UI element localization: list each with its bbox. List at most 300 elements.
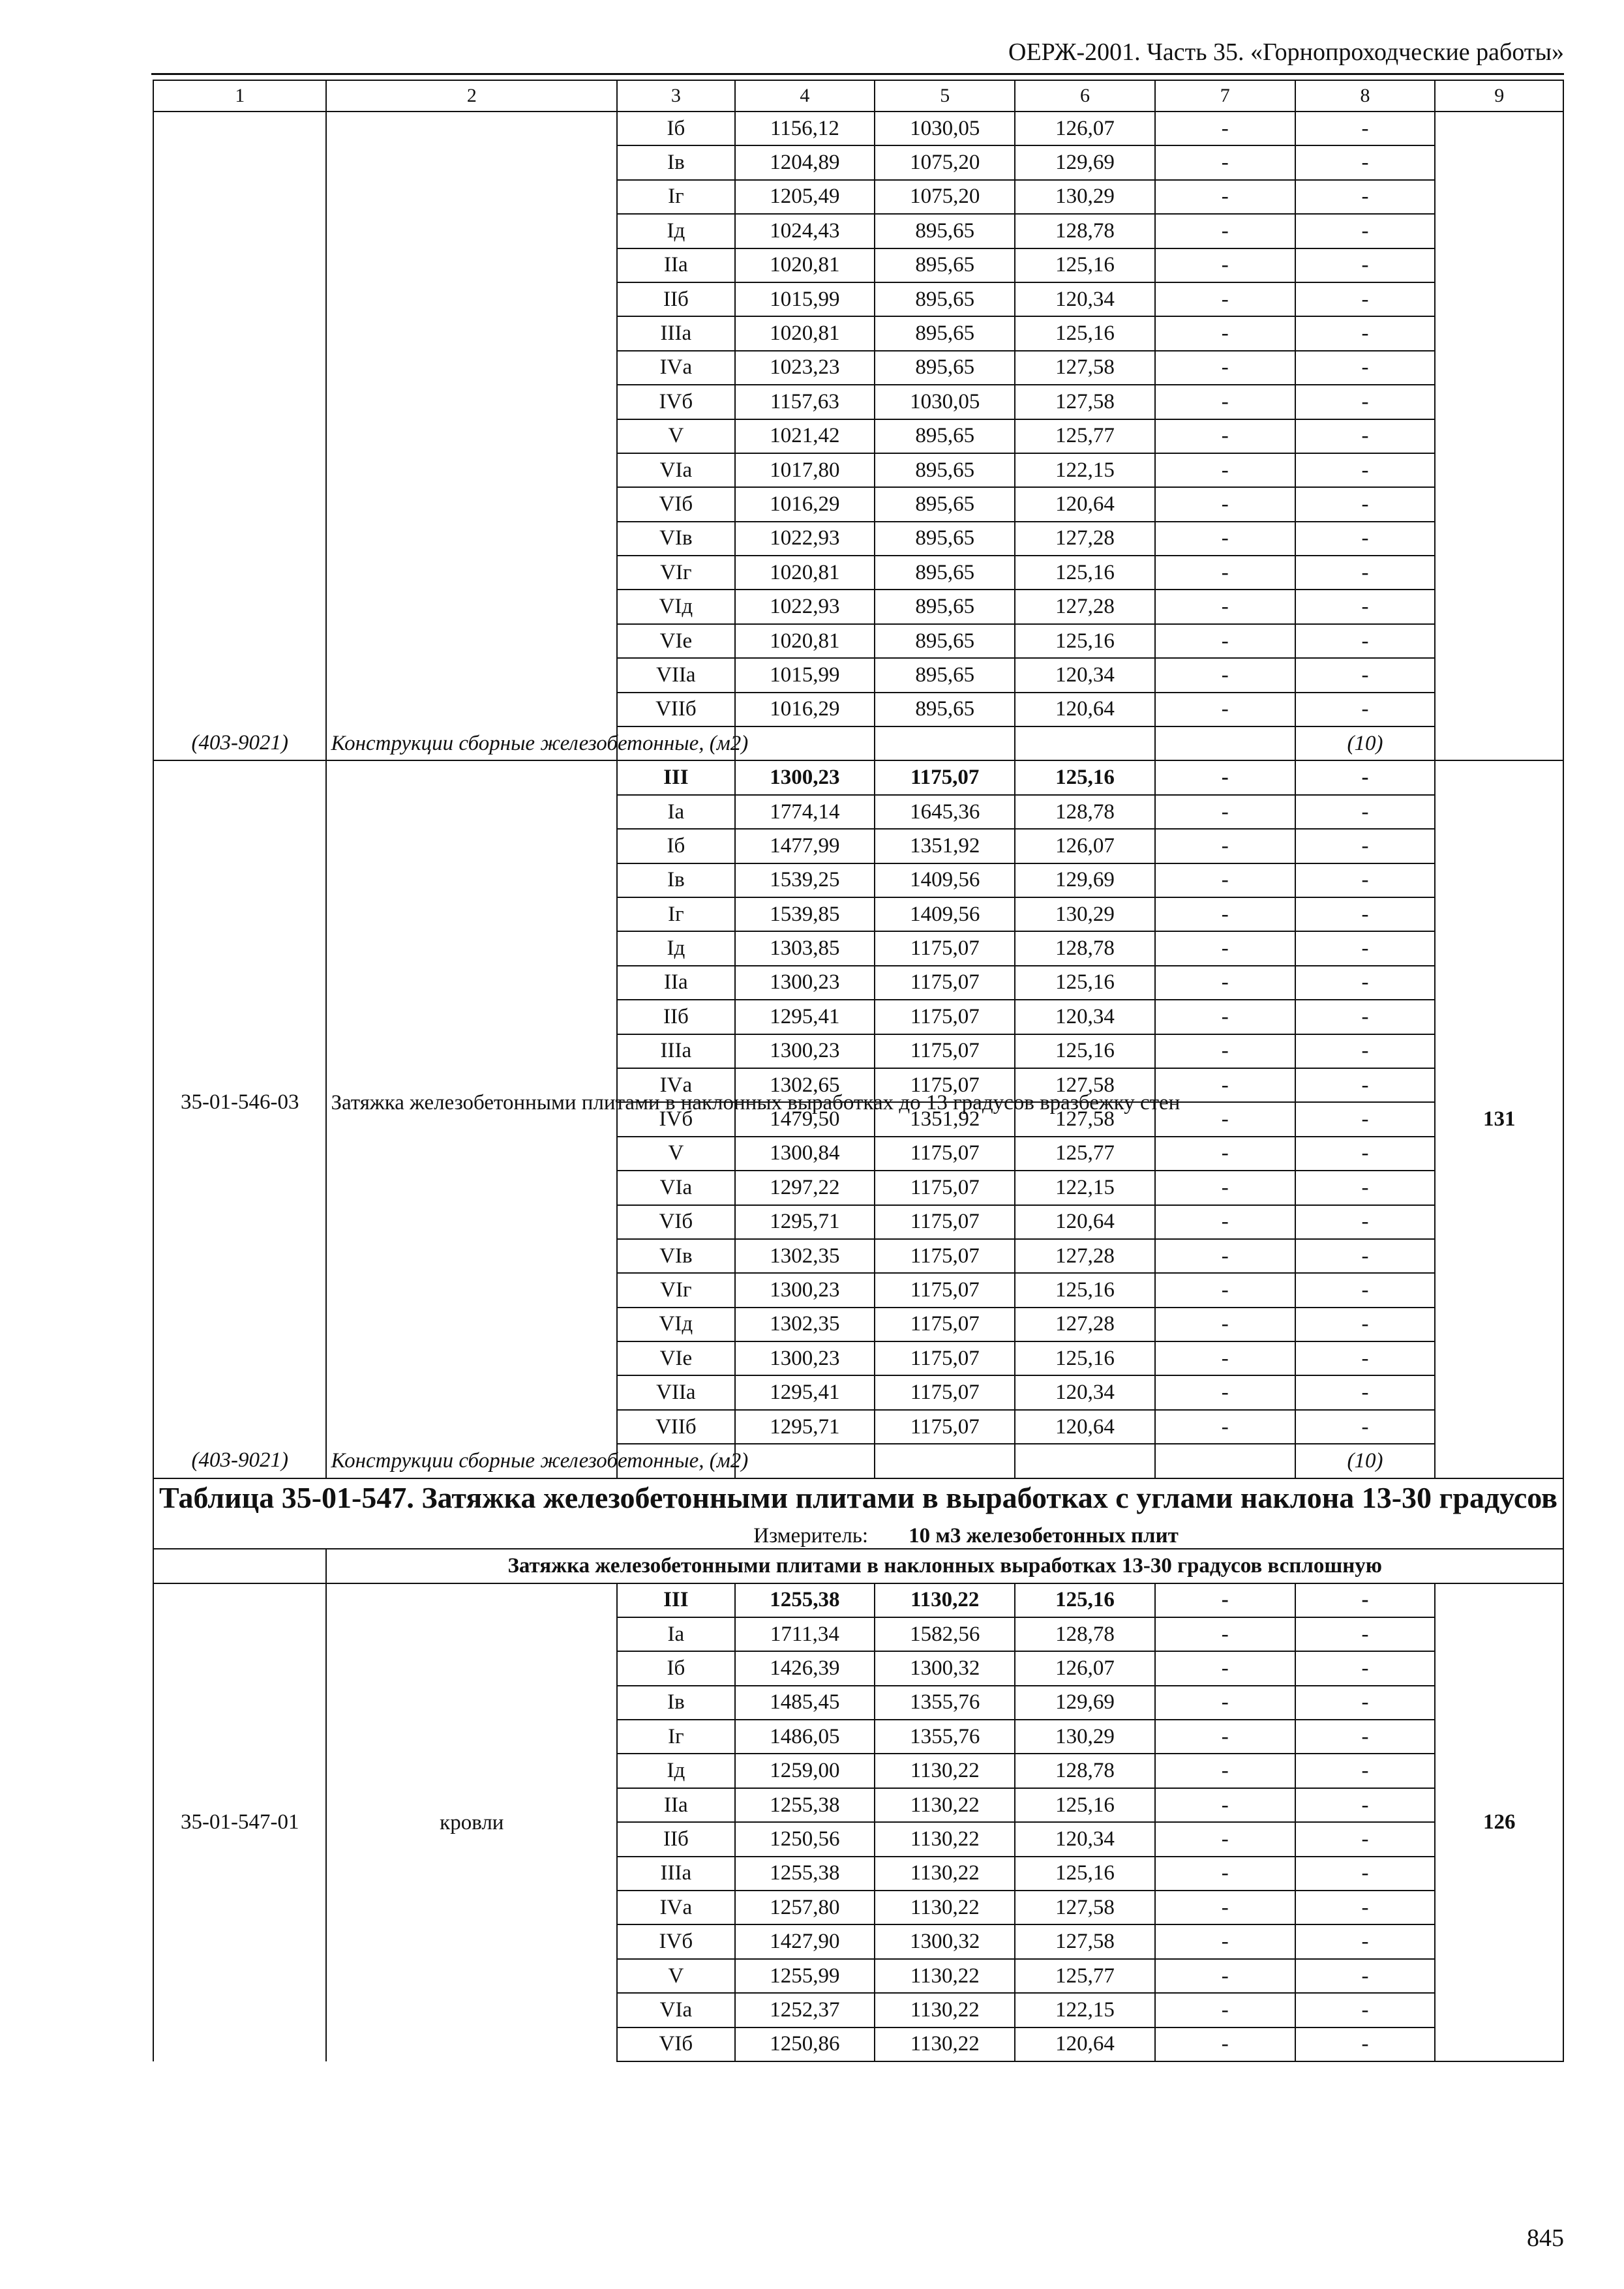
total-cost-cell: 1250,86	[735, 2027, 875, 2061]
price-zone-cell: IIб	[617, 282, 734, 316]
total-cost-cell: 1252,37	[735, 1993, 875, 2027]
driver-wages-cell: -	[1155, 1034, 1295, 1068]
wages-cell: 1351,92	[875, 1102, 1015, 1136]
machines-cell: 125,16	[1015, 1273, 1155, 1307]
driver-wages-cell: -	[1155, 487, 1295, 521]
wages-cell: 1175,07	[875, 1239, 1015, 1273]
price-zone-cell: III	[617, 760, 734, 794]
price-zone-cell: V	[617, 419, 734, 453]
total-cost-cell: 1300,23	[735, 966, 875, 1000]
price-zone-cell: VIв	[617, 522, 734, 556]
price-zone-cell: IIб	[617, 1000, 734, 1034]
machines-cell: 128,78	[1015, 1754, 1155, 1788]
materials-cell: -	[1295, 1891, 1436, 1924]
wages-cell: 1582,56	[875, 1617, 1015, 1651]
col-number: 1	[153, 80, 326, 112]
price-zone-cell: Iб	[617, 829, 734, 863]
wages-cell: 895,65	[875, 658, 1015, 692]
wages-cell: 1355,76	[875, 1686, 1015, 1720]
total-cost-cell: 1017,80	[735, 453, 875, 487]
machines-cell: 120,64	[1015, 1410, 1155, 1444]
total-cost-cell: 1295,41	[735, 1000, 875, 1034]
labor-cell: 126	[1435, 1583, 1563, 2061]
materials-cell: -	[1295, 453, 1436, 487]
price-zone-cell: VIв	[617, 1239, 734, 1273]
driver-wages-cell: -	[1155, 760, 1295, 794]
wages-cell: 895,65	[875, 351, 1015, 385]
materials-cell: -	[1295, 1000, 1436, 1034]
machines-cell: 122,15	[1015, 453, 1155, 487]
materials-cell: -	[1295, 1583, 1436, 1617]
materials-cell: -	[1295, 1068, 1436, 1102]
machines-cell: 127,28	[1015, 590, 1155, 623]
materials-cell: -	[1295, 1102, 1436, 1136]
price-zone-cell: Iв	[617, 863, 734, 897]
total-cost-cell: 1024,43	[735, 214, 875, 248]
price-zone-cell: Iв	[617, 1686, 734, 1720]
machines-cell: 120,34	[1015, 282, 1155, 316]
wages-cell: 1175,07	[875, 1273, 1015, 1307]
machines-cell: 127,28	[1015, 1308, 1155, 1341]
total-cost-cell: 1774,14	[735, 795, 875, 829]
price-zone-cell: IIIа	[617, 1857, 734, 1891]
machines-cell: 126,07	[1015, 1651, 1155, 1685]
total-cost-cell: 1020,81	[735, 248, 875, 282]
total-cost-cell: 1020,81	[735, 556, 875, 590]
wages-cell: 1175,07	[875, 1308, 1015, 1341]
total-cost-cell: 1015,99	[735, 658, 875, 692]
machines-cell: 125,16	[1015, 624, 1155, 658]
price-zone-cell: V	[617, 1959, 734, 1993]
empty-cell	[735, 726, 875, 760]
total-cost-cell: 1021,42	[735, 419, 875, 453]
price-zone-cell: IVа	[617, 1891, 734, 1924]
price-zone-cell: Iд	[617, 214, 734, 248]
total-cost-cell: 1255,99	[735, 1959, 875, 1993]
wages-cell: 1175,07	[875, 1410, 1015, 1444]
price-zone-cell: IVб	[617, 1102, 734, 1136]
price-zone-cell: IVб	[617, 1924, 734, 1958]
price-zone-cell: Iб	[617, 1651, 734, 1685]
machines-cell: 125,77	[1015, 419, 1155, 453]
price-zone-cell: VIд	[617, 590, 734, 623]
total-cost-cell: 1302,35	[735, 1308, 875, 1341]
total-cost-cell: 1539,85	[735, 897, 875, 931]
wages-cell: 1030,05	[875, 385, 1015, 419]
materials-cell: -	[1295, 1924, 1436, 1958]
driver-wages-cell: -	[1155, 1788, 1295, 1822]
table-row	[153, 1583, 1563, 1617]
price-zone-cell: VIг	[617, 1273, 734, 1307]
driver-wages-cell: -	[1155, 590, 1295, 623]
driver-wages-cell: -	[1155, 282, 1295, 316]
total-cost-cell: 1257,80	[735, 1891, 875, 1924]
total-cost-cell: 1300,84	[735, 1137, 875, 1171]
wages-cell: 1130,22	[875, 1993, 1015, 2027]
wages-cell: 1355,76	[875, 1720, 1015, 1754]
total-cost-cell: 1255,38	[735, 1788, 875, 1822]
wages-cell: 1175,07	[875, 1171, 1015, 1204]
price-zone-cell: VIIа	[617, 658, 734, 692]
materials-cell: -	[1295, 419, 1436, 453]
rate-code: 35-01-547-01	[153, 1583, 326, 2061]
materials-cell: -	[1295, 1686, 1436, 1720]
meter-label: Измеритель:	[753, 1524, 869, 1548]
wages-cell: 895,65	[875, 556, 1015, 590]
driver-wages-cell: -	[1155, 453, 1295, 487]
machines-cell: 125,16	[1015, 1583, 1155, 1617]
total-cost-cell: 1302,65	[735, 1068, 875, 1102]
materials-cell: -	[1295, 112, 1436, 145]
materials-cell: -	[1295, 693, 1436, 726]
wages-cell: 1175,07	[875, 1205, 1015, 1239]
empty-cell	[875, 1444, 1015, 1478]
material-name: Конструкции сборные железобетонные, (м2)	[326, 726, 617, 760]
materials-cell: -	[1295, 1375, 1436, 1409]
wages-cell: 1175,07	[875, 1375, 1015, 1409]
price-zone-cell: Iа	[617, 795, 734, 829]
wages-cell: 1175,07	[875, 966, 1015, 1000]
rate-name: кровли	[326, 1583, 617, 2061]
machines-cell: 129,69	[1015, 145, 1155, 179]
material-qty: (10)	[1295, 1444, 1436, 1478]
machines-cell: 125,16	[1015, 316, 1155, 350]
wages-cell: 1409,56	[875, 863, 1015, 897]
driver-wages-cell: -	[1155, 419, 1295, 453]
page-header: ОЕРЖ-2001. Часть 35. «Горнопроходческие работы»	[1008, 38, 1564, 66]
wages-cell: 1175,07	[875, 1068, 1015, 1102]
total-cost-cell: 1295,41	[735, 1375, 875, 1409]
driver-wages-cell: -	[1155, 795, 1295, 829]
materials-cell: -	[1295, 248, 1436, 282]
table-row	[153, 760, 1563, 794]
material-qty: (10)	[1295, 726, 1436, 760]
driver-wages-cell: -	[1155, 966, 1295, 1000]
machines-cell: 122,15	[1015, 1171, 1155, 1204]
wages-cell: 1130,22	[875, 1891, 1015, 1924]
machines-cell: 120,34	[1015, 1000, 1155, 1034]
total-cost-cell: 1295,71	[735, 1205, 875, 1239]
machines-cell: 128,78	[1015, 1617, 1155, 1651]
machines-cell: 125,16	[1015, 556, 1155, 590]
material-row	[153, 1444, 1563, 1478]
wages-cell: 1130,22	[875, 1788, 1015, 1822]
machines-cell: 125,16	[1015, 760, 1155, 794]
machines-cell: 128,78	[1015, 214, 1155, 248]
machines-cell: 130,29	[1015, 897, 1155, 931]
machines-cell: 130,29	[1015, 180, 1155, 214]
total-cost-cell: 1426,39	[735, 1651, 875, 1685]
materials-cell: -	[1295, 1959, 1436, 1993]
machines-cell: 125,16	[1015, 1341, 1155, 1375]
col-number: 3	[617, 80, 734, 112]
materials-cell: -	[1295, 1239, 1436, 1273]
price-zone-cell: IIа	[617, 248, 734, 282]
total-cost-cell: 1156,12	[735, 112, 875, 145]
driver-wages-cell: -	[1155, 1273, 1295, 1307]
machines-cell: 127,58	[1015, 385, 1155, 419]
price-zone-cell: Iд	[617, 931, 734, 965]
materials-cell: -	[1295, 2027, 1436, 2061]
machines-cell: 120,64	[1015, 693, 1155, 726]
empty-cell	[735, 1444, 875, 1478]
materials-cell: -	[1295, 282, 1436, 316]
machines-cell: 125,16	[1015, 1034, 1155, 1068]
price-zone-cell: VIб	[617, 2027, 734, 2061]
wages-cell: 1075,20	[875, 180, 1015, 214]
machines-cell: 127,58	[1015, 1891, 1155, 1924]
driver-wages-cell: -	[1155, 112, 1295, 145]
machines-cell: 127,58	[1015, 1102, 1155, 1136]
header-rule	[151, 73, 1564, 75]
materials-cell: -	[1295, 145, 1436, 179]
driver-wages-cell: -	[1155, 1341, 1295, 1375]
machines-cell: 125,77	[1015, 1137, 1155, 1171]
machines-cell: 127,28	[1015, 1239, 1155, 1273]
total-cost-cell: 1300,23	[735, 760, 875, 794]
wages-cell: 895,65	[875, 282, 1015, 316]
materials-cell: -	[1295, 1788, 1436, 1822]
meter-value: 10 м3 железобетонных плит	[909, 1524, 1179, 1548]
machines-cell: 130,29	[1015, 1720, 1155, 1754]
machines-cell: 129,69	[1015, 863, 1155, 897]
total-cost-cell: 1427,90	[735, 1924, 875, 1958]
section-row	[153, 1549, 1563, 1583]
price-zone-cell: IVа	[617, 1068, 734, 1102]
materials-cell: -	[1295, 214, 1436, 248]
wages-cell: 1130,22	[875, 1583, 1015, 1617]
material-name: Конструкции сборные железобетонные, (м2)	[326, 1444, 617, 1478]
empty-cell	[1015, 726, 1155, 760]
price-zone-cell: VIIб	[617, 1410, 734, 1444]
total-cost-cell: 1300,23	[735, 1341, 875, 1375]
empty-cell	[1155, 1444, 1295, 1478]
materials-cell: -	[1295, 1034, 1436, 1068]
rate-name: Затяжка железобетонными плитами в наклонных выработках до 13 градусов вразбежку стен	[326, 760, 617, 1444]
total-cost-cell: 1711,34	[735, 1617, 875, 1651]
machines-cell: 127,28	[1015, 522, 1155, 556]
driver-wages-cell: -	[1155, 1686, 1295, 1720]
col-number: 5	[875, 80, 1015, 112]
wages-cell: 1130,22	[875, 1754, 1015, 1788]
wages-cell: 895,65	[875, 522, 1015, 556]
materials-cell: -	[1295, 316, 1436, 350]
wages-cell: 1409,56	[875, 897, 1015, 931]
driver-wages-cell: -	[1155, 1754, 1295, 1788]
total-cost-cell: 1022,93	[735, 522, 875, 556]
price-zone-cell: IIа	[617, 1788, 734, 1822]
wages-cell: 1130,22	[875, 1959, 1015, 1993]
materials-cell: -	[1295, 590, 1436, 623]
driver-wages-cell: -	[1155, 1102, 1295, 1136]
total-cost-cell: 1157,63	[735, 385, 875, 419]
driver-wages-cell: -	[1155, 1822, 1295, 1856]
materials-cell: -	[1295, 1720, 1436, 1754]
price-zone-cell: VIа	[617, 1993, 734, 2027]
wages-cell: 895,65	[875, 248, 1015, 282]
total-cost-cell: 1539,25	[735, 863, 875, 897]
driver-wages-cell: -	[1155, 522, 1295, 556]
materials-cell: -	[1295, 1137, 1436, 1171]
machines-cell: 129,69	[1015, 1686, 1155, 1720]
wages-cell: 1175,07	[875, 1137, 1015, 1171]
driver-wages-cell: -	[1155, 1308, 1295, 1341]
empty-cell	[875, 726, 1015, 760]
driver-wages-cell: -	[1155, 693, 1295, 726]
materials-cell: -	[1295, 1857, 1436, 1891]
materials-cell: -	[1295, 487, 1436, 521]
machines-cell: 128,78	[1015, 931, 1155, 965]
price-zone-cell: VIг	[617, 556, 734, 590]
driver-wages-cell: -	[1155, 248, 1295, 282]
materials-cell: -	[1295, 795, 1436, 829]
price-zone-cell: Iв	[617, 145, 734, 179]
driver-wages-cell: -	[1155, 351, 1295, 385]
driver-wages-cell: -	[1155, 556, 1295, 590]
driver-wages-cell: -	[1155, 1000, 1295, 1034]
driver-wages-cell: -	[1155, 1857, 1295, 1891]
driver-wages-cell: -	[1155, 1651, 1295, 1685]
machines-cell: 127,58	[1015, 1924, 1155, 1958]
machines-cell: 125,16	[1015, 966, 1155, 1000]
wages-cell: 895,65	[875, 693, 1015, 726]
total-cost-cell: 1485,45	[735, 1686, 875, 1720]
machines-cell: 125,16	[1015, 248, 1155, 282]
driver-wages-cell: -	[1155, 931, 1295, 965]
price-zone-cell: VIб	[617, 487, 734, 521]
total-cost-cell: 1020,81	[735, 316, 875, 350]
table-row	[153, 112, 1563, 145]
price-zone-cell: V	[617, 1137, 734, 1171]
total-cost-cell: 1016,29	[735, 693, 875, 726]
total-cost-cell: 1250,56	[735, 1822, 875, 1856]
driver-wages-cell: -	[1155, 1068, 1295, 1102]
total-cost-cell: 1022,93	[735, 590, 875, 623]
wages-cell: 1175,07	[875, 1034, 1015, 1068]
section-heading: Затяжка железобетонными плитами в наклонных выработках 13-30 градусов всплошную	[326, 1549, 1563, 1583]
price-zone-cell: Iг	[617, 897, 734, 931]
price-zone-cell: Iг	[617, 180, 734, 214]
materials-cell: -	[1295, 624, 1436, 658]
price-zone-cell: VIе	[617, 624, 734, 658]
wages-cell: 1130,22	[875, 1857, 1015, 1891]
price-zone-cell: VIе	[617, 1341, 734, 1375]
materials-cell: -	[1295, 1617, 1436, 1651]
material-code: (403-9021)	[153, 1444, 326, 1478]
total-cost-cell: 1255,38	[735, 1857, 875, 1891]
wages-cell: 895,65	[875, 316, 1015, 350]
driver-wages-cell: -	[1155, 1583, 1295, 1617]
price-zone-cell: Iг	[617, 1720, 734, 1754]
price-zone-cell: VIа	[617, 1171, 734, 1204]
driver-wages-cell: -	[1155, 1959, 1295, 1993]
total-cost-cell: 1300,23	[735, 1034, 875, 1068]
driver-wages-cell: -	[1155, 1410, 1295, 1444]
driver-wages-cell: -	[1155, 145, 1295, 179]
price-zone-cell: VIIб	[617, 693, 734, 726]
price-zone-cell: Iд	[617, 1754, 734, 1788]
driver-wages-cell: -	[1155, 1375, 1295, 1409]
driver-wages-cell: -	[1155, 624, 1295, 658]
machines-cell: 125,16	[1015, 1857, 1155, 1891]
materials-cell: -	[1295, 897, 1436, 931]
materials-cell: -	[1295, 1171, 1436, 1204]
labor-cell	[1435, 112, 1563, 760]
machines-cell: 127,58	[1015, 351, 1155, 385]
meter-line	[158, 1524, 1559, 1548]
materials-cell: -	[1295, 863, 1436, 897]
driver-wages-cell: -	[1155, 2027, 1295, 2061]
price-zone-cell: IIа	[617, 966, 734, 1000]
driver-wages-cell: -	[1155, 214, 1295, 248]
driver-wages-cell: -	[1155, 897, 1295, 931]
driver-wages-cell: -	[1155, 1993, 1295, 2027]
total-cost-cell: 1015,99	[735, 282, 875, 316]
materials-cell: -	[1295, 1205, 1436, 1239]
table-title-cell	[153, 1478, 1563, 1549]
col-number: 8	[1295, 80, 1436, 112]
empty-cell	[1155, 726, 1295, 760]
machines-cell: 120,64	[1015, 487, 1155, 521]
total-cost-cell: 1023,23	[735, 351, 875, 385]
driver-wages-cell: -	[1155, 863, 1295, 897]
machines-cell: 128,78	[1015, 795, 1155, 829]
wages-cell: 1130,22	[875, 2027, 1015, 2061]
materials-cell: -	[1295, 1993, 1436, 2027]
name-cell	[326, 112, 617, 726]
wages-cell: 1030,05	[875, 112, 1015, 145]
wages-cell: 1175,07	[875, 931, 1015, 965]
price-zone-cell: IVб	[617, 385, 734, 419]
price-zone-cell: III	[617, 1583, 734, 1617]
wages-cell: 895,65	[875, 214, 1015, 248]
total-cost-cell: 1477,99	[735, 829, 875, 863]
materials-cell: -	[1295, 931, 1436, 965]
materials-cell: -	[1295, 351, 1436, 385]
driver-wages-cell: -	[1155, 1239, 1295, 1273]
rate-code: 35-01-546-03	[153, 760, 326, 1444]
driver-wages-cell: -	[1155, 1924, 1295, 1958]
price-zone-cell: VIд	[617, 1308, 734, 1341]
price-zone-cell: IIIа	[617, 1034, 734, 1068]
material-code: (403-9021)	[153, 726, 326, 760]
price-zone-cell: VIIа	[617, 1375, 734, 1409]
code-cell	[153, 112, 326, 726]
total-cost-cell: 1300,23	[735, 1273, 875, 1307]
total-cost-cell: 1303,85	[735, 931, 875, 965]
materials-cell: -	[1295, 760, 1436, 794]
wages-cell: 1351,92	[875, 829, 1015, 863]
materials-cell: -	[1295, 1822, 1436, 1856]
empty-cell	[1015, 1444, 1155, 1478]
machines-cell: 125,77	[1015, 1959, 1155, 1993]
materials-cell: -	[1295, 1651, 1436, 1685]
price-zone-cell: Iб	[617, 112, 734, 145]
materials-cell: -	[1295, 1341, 1436, 1375]
materials-cell: -	[1295, 385, 1436, 419]
driver-wages-cell: -	[1155, 1891, 1295, 1924]
driver-wages-cell: -	[1155, 1205, 1295, 1239]
materials-cell: -	[1295, 658, 1436, 692]
materials-cell: -	[1295, 556, 1436, 590]
page-number: 845	[1527, 2224, 1564, 2252]
materials-cell: -	[1295, 1410, 1436, 1444]
wages-cell: 1175,07	[875, 760, 1015, 794]
table-title-row	[153, 1478, 1563, 1549]
wages-cell: 1175,07	[875, 1000, 1015, 1034]
materials-cell: -	[1295, 522, 1436, 556]
driver-wages-cell: -	[1155, 1720, 1295, 1754]
